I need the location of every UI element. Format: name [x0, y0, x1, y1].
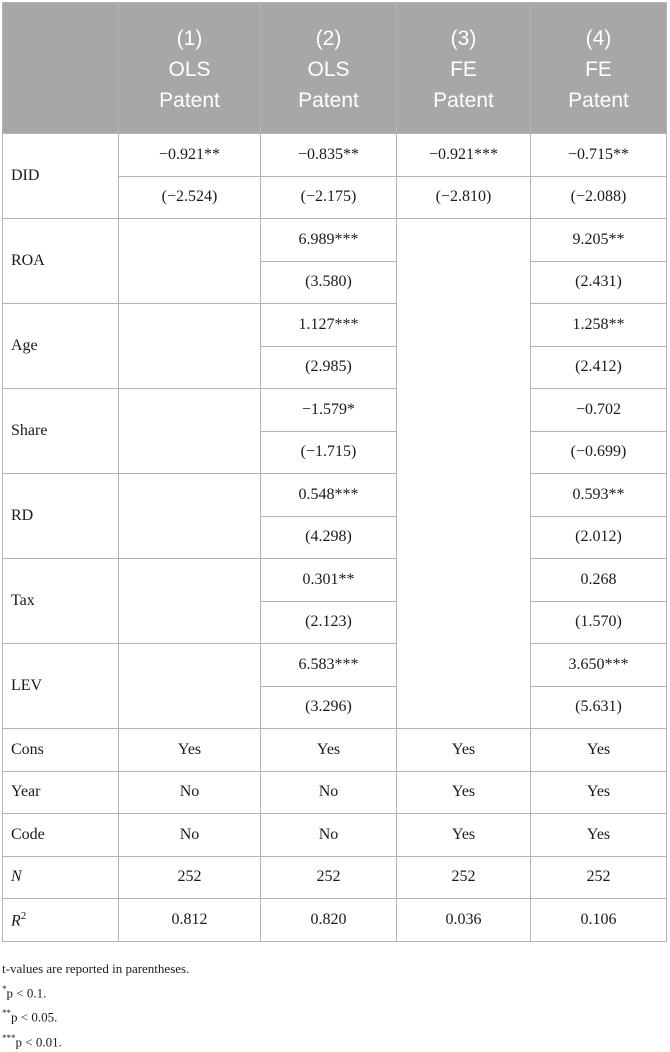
- cell-lev-empty-1: [119, 644, 261, 729]
- cell-age-coef-4: 1.258**: [531, 304, 667, 347]
- cell-cons-3: Yes: [397, 729, 531, 772]
- note-p005: [2, 1003, 662, 1027]
- cell-cons-2: Yes: [261, 729, 397, 772]
- cell-roa-coef-2: 6.989***: [261, 219, 397, 262]
- table-row-r2: [3, 899, 667, 942]
- table-row-rd-coef: [3, 474, 667, 517]
- cell-did-t-4: (−2.088): [531, 176, 667, 219]
- row-label-r2-base: R: [11, 911, 21, 929]
- row-label-share: Share: [3, 389, 119, 474]
- cell-did-t-1: (−2.524): [119, 176, 261, 219]
- header-col-2-method: OLS: [307, 57, 350, 81]
- cell-lev-coef-4: 3.650***: [531, 644, 667, 687]
- regression-results-table: [2, 2, 667, 942]
- cell-n-2: 252: [261, 856, 397, 899]
- cell-did-coef-3: −0.921***: [397, 134, 531, 177]
- header-col-2: [261, 3, 397, 134]
- header-row: [3, 3, 667, 134]
- cell-code-3: Yes: [397, 814, 531, 857]
- table-row-code: [3, 814, 667, 857]
- row-label-r2-sup: 2: [20, 909, 27, 922]
- cell-tax-empty-1: [119, 559, 261, 644]
- table-row-n: [3, 856, 667, 899]
- cell-age-t-4: (2.412): [531, 346, 667, 389]
- table-notes: [2, 958, 662, 1052]
- cell-did-coef-4: −0.715**: [531, 134, 667, 177]
- cell-share-t-4: (−0.699): [531, 431, 667, 474]
- cell-age-empty-1: [119, 304, 261, 389]
- cell-share-t-2: (−1.715): [261, 431, 397, 474]
- header-col-4-method: FE: [585, 57, 612, 81]
- row-label-roa: ROA: [3, 219, 119, 304]
- cell-share-empty-1: [119, 389, 261, 474]
- cell-age-t-2: (2.985): [261, 346, 397, 389]
- cell-did-t-3: (−2.810): [397, 176, 531, 219]
- cell-roa-empty-1: [119, 219, 261, 304]
- header-col-4: [531, 3, 667, 134]
- header-col-1-dep: Patent: [159, 88, 220, 112]
- cell-share-coef-2: −1.579*: [261, 389, 397, 432]
- table-row-year: [3, 771, 667, 814]
- row-label-tax: Tax: [3, 559, 119, 644]
- cell-roa-t-2: (3.580): [261, 261, 397, 304]
- cell-code-4: Yes: [531, 814, 667, 857]
- cell-cons-1: Yes: [119, 729, 261, 772]
- header-col-1-number: (1): [176, 26, 203, 50]
- cell-lev-t-4: (5.631): [531, 686, 667, 729]
- table-row-cons: [3, 729, 667, 772]
- table-row-share-coef: [3, 389, 667, 432]
- cell-code-2: No: [261, 814, 397, 857]
- table-row-age-coef: [3, 304, 667, 347]
- cell-rd-t-4: (2.012): [531, 516, 667, 559]
- header-col-3-number: (3): [450, 26, 477, 50]
- cell-age-coef-2: 1.127***: [261, 304, 397, 347]
- row-label-r2: [3, 899, 119, 942]
- cell-cons-4: Yes: [531, 729, 667, 772]
- cell-rd-coef-2: 0.548***: [261, 474, 397, 517]
- note-p01-stars: *: [2, 984, 7, 994]
- cell-n-1: 252: [119, 856, 261, 899]
- cell-rd-empty-1: [119, 474, 261, 559]
- cell-did-t-2: (−2.175): [261, 176, 397, 219]
- cell-did-coef-2: −0.835**: [261, 134, 397, 177]
- cell-tax-t-4: (1.570): [531, 601, 667, 644]
- header-col-2-dep: Patent: [298, 88, 359, 112]
- cell-lev-t-2: (3.296): [261, 686, 397, 729]
- note-p005-stars: **: [2, 1008, 11, 1019]
- cell-n-3: 252: [397, 856, 531, 899]
- cell-r2-3: 0.036: [397, 899, 531, 942]
- row-label-n: N: [3, 856, 119, 899]
- cell-controls-empty-3: [397, 219, 531, 729]
- cell-year-2: No: [261, 771, 397, 814]
- note-p001: [2, 1028, 662, 1052]
- cell-code-1: No: [119, 814, 261, 857]
- row-label-cons: Cons: [3, 729, 119, 772]
- cell-tax-t-2: (2.123): [261, 601, 397, 644]
- cell-roa-coef-4: 9.205**: [531, 219, 667, 262]
- header-col-3-method: FE: [450, 57, 477, 81]
- row-label-lev: LEV: [3, 644, 119, 729]
- note-p01-text: p < 0.1.: [6, 985, 47, 1001]
- row-label-code: Code: [3, 814, 119, 857]
- cell-n-4: 252: [531, 856, 667, 899]
- cell-rd-t-2: (4.298): [261, 516, 397, 559]
- header-col-3-dep: Patent: [433, 88, 494, 112]
- note-p005-text: p < 0.05.: [11, 1009, 58, 1025]
- row-label-age: Age: [3, 304, 119, 389]
- note-p001-text: p < 0.01.: [15, 1033, 62, 1049]
- cell-year-4: Yes: [531, 771, 667, 814]
- cell-r2-2: 0.820: [261, 899, 397, 942]
- header-col-1-method: OLS: [168, 57, 211, 81]
- table-row-did-coef: [3, 134, 667, 177]
- header-col-4-number: (4): [585, 26, 612, 50]
- table-row-roa-coef: [3, 219, 667, 262]
- row-label-rd: RD: [3, 474, 119, 559]
- cell-year-1: No: [119, 771, 261, 814]
- cell-roa-t-4: (2.431): [531, 261, 667, 304]
- cell-year-3: Yes: [397, 771, 531, 814]
- row-label-year: Year: [3, 771, 119, 814]
- note-p01: [2, 979, 662, 1003]
- cell-rd-coef-4: 0.593**: [531, 474, 667, 517]
- cell-lev-coef-2: 6.583***: [261, 644, 397, 687]
- header-col-1: [119, 3, 261, 134]
- table-row-lev-coef: [3, 644, 667, 687]
- header-blank-cell: [3, 3, 119, 134]
- header-col-4-dep: Patent: [568, 88, 629, 112]
- note-tvalues: t-values are reported in parentheses.: [2, 961, 190, 976]
- cell-share-coef-4: −0.702: [531, 389, 667, 432]
- row-label-did: DID: [3, 134, 119, 219]
- cell-tax-coef-4: 0.268: [531, 559, 667, 602]
- cell-tax-coef-2: 0.301**: [261, 559, 397, 602]
- header-col-2-number: (2): [315, 26, 342, 50]
- note-p001-stars: ***: [2, 1032, 16, 1043]
- header-col-3: [397, 3, 531, 134]
- cell-did-coef-1: −0.921**: [119, 134, 261, 177]
- cell-r2-1: 0.812: [119, 899, 261, 942]
- table-row-tax-coef: [3, 559, 667, 602]
- cell-r2-4: 0.106: [531, 899, 667, 942]
